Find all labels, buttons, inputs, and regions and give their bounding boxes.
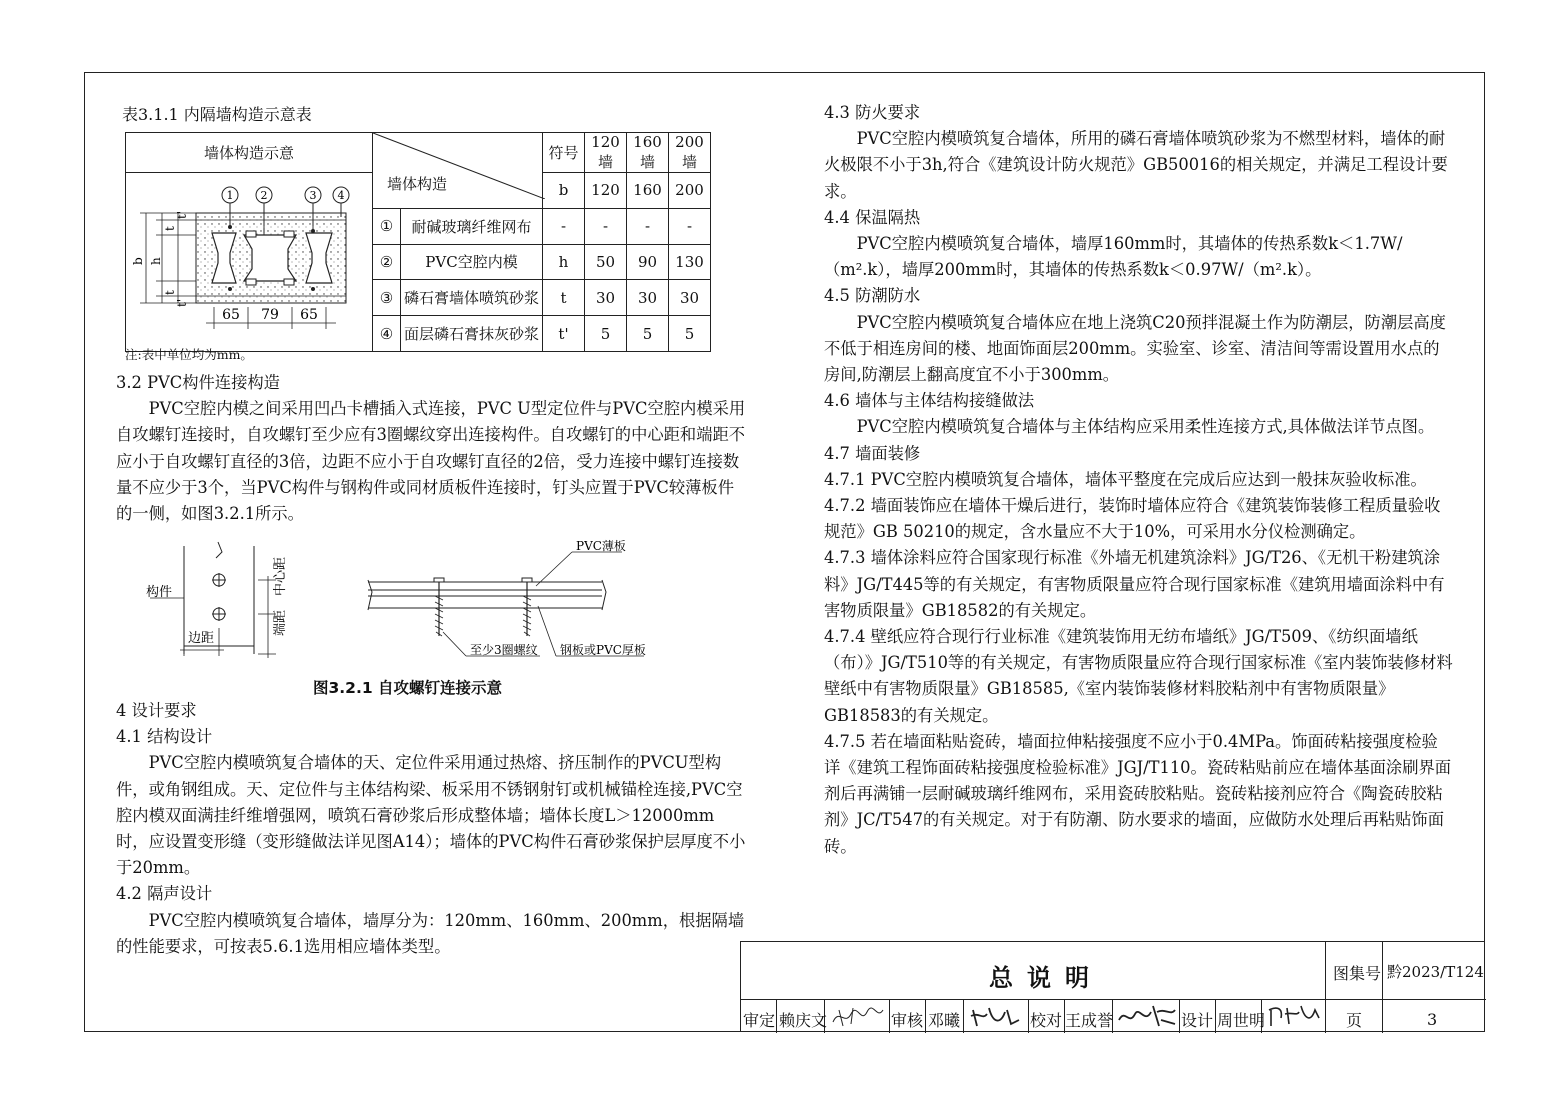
row-value-120: 5 xyxy=(585,316,627,352)
header-construction-label: 墙体构造 xyxy=(387,175,448,193)
paragraph-3-2: PVC空腔内模之间采用凹凸卡槽插入式连接，PVC U型定位件与PVC空腔内模采用自攻螺钉连接时，自攻螺钉至少应有3圈螺纹穿出连接构件。自攻螺钉的中心距和端距不应小于自攻螺钉直径的3倍，边距不应小于自攻螺钉直径的2倍，受力连接中螺钉连接数量不应少于3个，当PVC构件与钢构件或同材质板件连接时，钉头应置于PVC较薄板件的一侧，如图3.2.1所示。 xyxy=(116,399,746,524)
thickness-labels xyxy=(131,211,189,307)
label-thick-plate: 钢板或PVC厚板 xyxy=(560,643,646,657)
title-block xyxy=(740,941,1485,1032)
sheet-title: 总说明 xyxy=(989,964,1103,992)
row-number: ② xyxy=(373,244,401,280)
row-value-200: 130 xyxy=(669,244,711,280)
dim-65-left: 65 xyxy=(222,307,240,323)
row-symbol: t xyxy=(543,280,585,316)
thickness-160: 160 xyxy=(627,173,669,209)
design-name: 周世明 xyxy=(1217,1011,1266,1030)
paragraph-4-7-5: 4.7.5 若在墙面粘贴瓷砖，墙面拉伸粘接强度不应小于0.4MPa。饰面砖粘接强度检验详《建筑工程饰面砖粘接强度检验标准》JGJ/T110。瓷砖粘贴前应在墙体基面涂刷界面剂后再满铺一层耐碱玻璃纤维网布，采用瓷砖胶粘贴。瓷砖粘接剂应符合《陶瓷砖胶粘剂》JC/T547的有关规定。对于有防潮、防水要求的墙面，应做防水处理后再粘贴饰面砖。 xyxy=(824,731,1452,856)
row-name: PVC空腔内模 xyxy=(401,244,543,280)
header-160: 160墙 xyxy=(627,133,669,173)
row-value-120: 50 xyxy=(585,244,627,280)
atlas-label: 图集号 xyxy=(1333,964,1382,983)
leader-n1: 1 xyxy=(226,189,234,202)
dim-65-right: 65 xyxy=(300,307,318,323)
row-value-160: - xyxy=(627,208,669,244)
proof-name: 王成誉 xyxy=(1065,1011,1114,1030)
row-number: ④ xyxy=(373,316,401,352)
review-signature xyxy=(829,1002,887,1030)
label-end-distance: 端距 xyxy=(273,609,288,636)
paragraph-4-7-4: 4.7.4 壁纸应符合现行行业标准《建筑装饰用无纺布墙纸》JG/T509、《纺织面墙纸（布）》JG/T510等的有关规定，有害物质限量应符合现行国家标准《室内装饰装修材料壁纸中有害物质限量》GB18585,《室内装饰装修材料胶粘剂中有害物质限量》GB18583的有关规定。 xyxy=(824,627,1453,725)
row-name: 磷石膏墙体喷筑砂浆 xyxy=(401,280,543,316)
design-signature xyxy=(1265,1000,1323,1030)
paragraph-4-7-3: 4.7.3 墙体涂料应符合国家现行标准《外墙无机建筑涂料》JG/T26、《无机干粉建筑涂料》JG/T445等的有关规定，有害物质限量应符合现行国家标准《建筑用墙面涂料中有害物质限量》GB18582的有关规定。 xyxy=(824,548,1445,620)
row-symbol: - xyxy=(543,208,585,244)
row-value-160: 90 xyxy=(627,244,669,280)
row-value-120: 30 xyxy=(585,280,627,316)
row-value-200: 30 xyxy=(669,280,711,316)
row-value-120: - xyxy=(585,208,627,244)
thickness-200: 200 xyxy=(669,173,711,209)
leader-n4: 4 xyxy=(337,189,345,202)
heading-4-2: 4.2 隔声设计 xyxy=(116,884,213,904)
header-120: 120墙 xyxy=(585,133,627,173)
row-value-200: - xyxy=(669,208,711,244)
label-member: 构件 xyxy=(146,585,173,600)
paragraph-4-7-1: 4.7.1 PVC空腔内模喷筑复合墙体，墙体平整度在完成后应达到一般抹灰验收标准。 xyxy=(824,469,1427,489)
leader-n3: 3 xyxy=(309,189,317,202)
paragraph-4-4: PVC空腔内模喷筑复合墙体，墙厚160mm时，其墙体的传热系数k＜1.7W/（m².k），墙厚200mm时，其墙体的传热系数k＜0.97W/（m².k）。 xyxy=(824,234,1403,280)
label-pvc-thin: PVC薄板 xyxy=(576,539,626,553)
review-label: 审定 xyxy=(743,1011,776,1030)
check-signature xyxy=(967,1002,1025,1030)
label-tp-bottom: t' xyxy=(175,298,189,307)
paragraph-4-2: PVC空腔内模喷筑复合墙体，墙厚分为：120mm、160mm、200mm，根据隔墙的性能要求，可按表5.6.1选用相应墙体类型。 xyxy=(116,910,745,956)
label-h: h xyxy=(149,257,163,265)
row-value-160: 30 xyxy=(627,280,669,316)
wall-construction-table xyxy=(125,132,711,352)
heading-4-1: 4.1 结构设计 xyxy=(116,727,213,747)
schematic-cell xyxy=(126,173,373,352)
label-t-bottom: t xyxy=(163,290,177,295)
atlas-number: 黔2023/T124 xyxy=(1387,963,1484,981)
section-4-3-to-4-7 xyxy=(824,100,1454,860)
section-4 xyxy=(116,698,746,960)
paragraph-4-6: PVC空腔内模喷筑复合墙体与主体结构应采用柔性连接方式,具体做法详节点图。 xyxy=(856,417,1435,437)
paragraph-4-3: PVC空腔内模喷筑复合墙体，所用的磷石膏墙体喷筑砂浆为不燃型材料，墙体的耐火极限不小于3h,符合《建筑设计防火规范》GB50016的相关规定，并满足工程设计要求。 xyxy=(824,129,1448,201)
heading-4-7: 4.7 墙面装修 xyxy=(824,443,921,463)
pvc-core-mid xyxy=(244,235,296,281)
heading-4-3: 4.3 防火要求 xyxy=(824,103,921,122)
page-number: 3 xyxy=(1427,1010,1438,1029)
label-center-distance: 中心距 xyxy=(273,556,288,596)
header-200: 200墙 xyxy=(669,133,711,173)
label-tp-top: t' xyxy=(175,210,189,219)
screw-connection-figure xyxy=(140,538,660,668)
thickness-symbol: b xyxy=(543,173,585,209)
header-schematic: 墙体构造示意 xyxy=(126,133,373,173)
wall-section-schematic xyxy=(126,173,372,347)
check-name: 邓曦 xyxy=(928,1011,961,1030)
row-symbol: t' xyxy=(543,316,585,352)
heading-4-5: 4.5 防潮防水 xyxy=(824,286,921,306)
review-name: 赖庆文 xyxy=(779,1011,828,1030)
heading-4-4: 4.4 保温隔热 xyxy=(824,207,921,227)
header-construction xyxy=(373,133,543,209)
row-value-200: 5 xyxy=(669,316,711,352)
screw-section-detail xyxy=(368,552,644,656)
label-t-top: t xyxy=(163,226,177,231)
row-symbol: h xyxy=(543,244,585,280)
label-threads: 至少3圈螺纹 xyxy=(470,643,538,657)
row-name: 面层磷石膏抹灰砂浆 xyxy=(401,316,543,352)
proof-label: 校对 xyxy=(1030,1011,1063,1030)
label-edge-distance: 边距 xyxy=(188,631,215,646)
row-number: ① xyxy=(373,208,401,244)
row-number: ③ xyxy=(373,280,401,316)
bottom-dimension-labels xyxy=(222,307,318,323)
leader-n2: 2 xyxy=(260,189,268,202)
table-caption: 表3.1.1 内隔墙构造示意表 xyxy=(122,105,312,124)
proof-signature xyxy=(1115,1000,1179,1030)
heading-4: 4 设计要求 xyxy=(116,701,197,720)
section-3-2 xyxy=(116,370,746,527)
check-label: 审核 xyxy=(891,1011,924,1030)
table-note: 注:表中单位均为mm。 xyxy=(125,347,253,362)
row-value-160: 5 xyxy=(627,316,669,352)
thickness-120: 120 xyxy=(585,173,627,209)
paragraph-4-7-2: 4.7.2 墙面装饰应在墙体干燥后进行，装饰时墙体应符合《建筑装饰装修工程质量验收规范》GB 50210的规定，含水量应不大于10%，可采用水分仪检测确定。 xyxy=(824,496,1441,542)
design-label: 设计 xyxy=(1181,1011,1214,1030)
heading-3-2: 3.2 PVC构件连接构造 xyxy=(116,373,280,392)
header-symbol: 符号 xyxy=(543,133,585,173)
row-name: 耐碱玻璃纤维网布 xyxy=(401,208,543,244)
paragraph-4-5: PVC空腔内模喷筑复合墙体应在地上浇筑C20预拌混凝土作为防潮层，防潮层高度不低于相连房间的楼、地面饰面层200mm。实验室、诊室、清洁间等需设置用水点的房间,防潮层上翻高度宜不小于300mm。 xyxy=(824,312,1446,385)
page-label: 页 xyxy=(1346,1011,1363,1030)
heading-4-6: 4.6 墙体与主体结构接缝做法 xyxy=(824,391,1035,411)
dim-79: 79 xyxy=(261,307,279,323)
label-b: b xyxy=(131,257,145,265)
paragraph-4-1: PVC空腔内模喷筑复合墙体的天、定位件采用通过热熔、挤压制作的PVCU型构件，或角钢组成。天、定位件与主体结构梁、板采用不锈钢射钉或机械锚栓连接,PVC空腔内模双面满挂纤维增强网，喷筑石膏砂浆后形成整体墙；墙体长度L＞12000mm时，应设置变形缝（变形缝做法详见图A14）；墙体的PVC构件石膏砂浆保护层厚度不小于20mm。 xyxy=(116,753,746,878)
figure-caption: 图3.2.1 自攻螺钉连接示意 xyxy=(313,679,503,697)
